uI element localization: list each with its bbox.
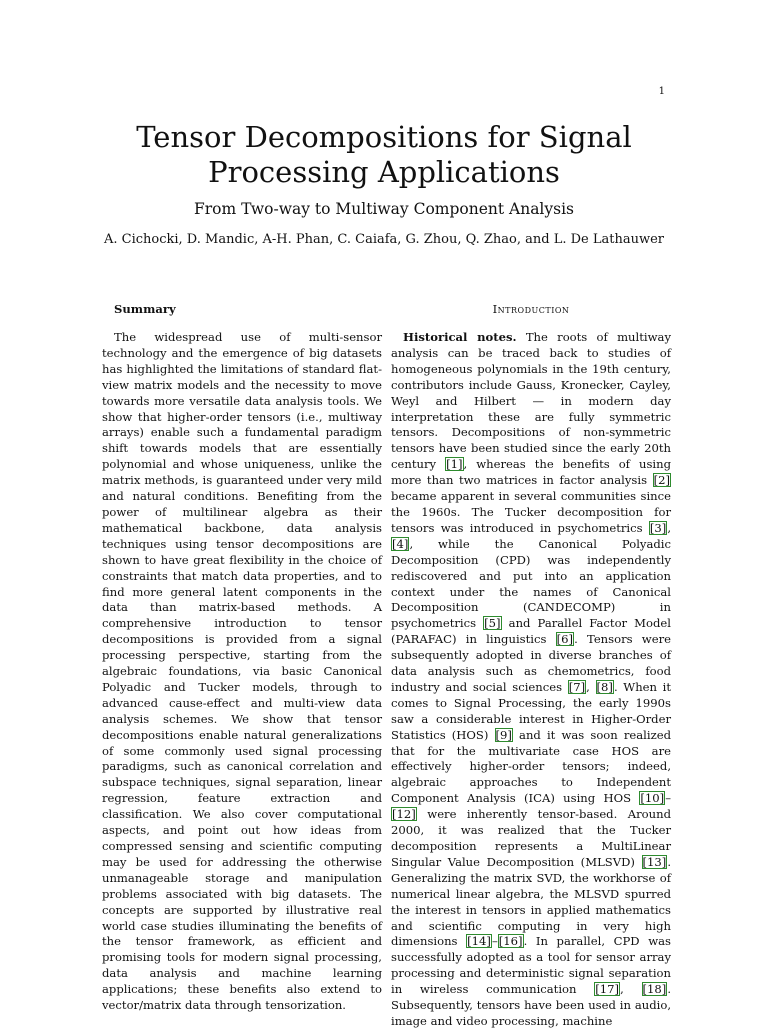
intro-text-segment: . Generalizing the matrix SVD, the workhorse of numerical linear algebra, the MLSVD spurred the interest in tensors in applied mathematics and scientific computing in very high dimensions [391,854,671,949]
summary-heading: Summary [114,302,176,316]
summary-column [102,300,382,1014]
summary-text: The widespread use of multi-sensor technology and the emergence of big datasets has highlighted the limitations of standard flat-view matrix models and the necessity to move towards more versatile data analysis tools. We show that higher-order tensors (i.e., multiway arrays) enable such a fundamental paradigm shift towards models that are essentially polynomial and whose uniqueness, unlike the matrix methods, is guaranteed under very mild and natural conditions. Benefiting from the power of multilinear algebra as their mathematical backbone, data analysis techniques using tensor decompositions are shown to have great flexibility in the choice of constraints that match data properties, and to find more general latent components in the data than matrix-based methods. A comprehensive introduction to tensor decompositions is provided from a signal processing perspective, starting from the algebraic foundations, via basic Canonical Polyadic and Tucker models, through to advanced cause-effect and multi-view data analysis schemes. We show that tensor decompositions enable natural generalizations of some commonly used signal processing paradigms, such as canonical correlation and subspace techniques, signal separation, linear regression, feature extraction and classification. We also cover computational aspects, and point out how ideas from compressed sensing and scientific computing may be used for addressing the otherwise unmanageable storage and manipulation problems associated with big datasets. The concepts are supported by illustrative real world case studies illuminating the benefits of the tensor framework, as efficient and promising tools for modern signal processing, data analysis and machine learning applications; these benefits also extend to vector/matrix data through tensorization. [102,330,382,1013]
paper-title: Tensor Decompositions for Signal Processing Applications [136,120,632,189]
introduction-heading: Introduction [492,302,570,316]
page-number: 1 [658,86,665,97]
intro-text-segment: , [620,982,642,997]
citation-link[interactable]: [16] [498,934,523,949]
introduction-body [391,330,671,1028]
intro-text-segment: . Subsequently, tensors have been used in audio, image and video processing, machine [391,982,671,1028]
paper-subtitle: From Two-way to Multiway Component Analysis [193,200,575,218]
author-list: A. Cichocki, D. Mandic, A-H. Phan, C. Caiafa, G. Zhou, Q. Zhao, and L. De Lathauwer [103,232,664,247]
citation-link[interactable]: [12] [392,807,416,822]
intro-text-segment: , while the Canonical Polyadic Decomposition (CPD) was independently rediscovered and put into an application context under the names of Canonical Decomposition (CANDECOMP) in psychometrics [391,536,671,631]
historical-notes-lead: Historical notes. [403,330,517,344]
intro-text-segment: were inherently tensor-based. Around 2000, it was realized that the Tucker decomposition represents a MultiLinear Singular Value Decomposition (MLSVD) [391,807,671,869]
citation-link[interactable]: [8] [596,679,613,694]
citation-link[interactable]: [14] [467,934,491,949]
citation-link[interactable]: [13] [642,854,667,869]
intro-text-segment: . Tensors were subsequently adopted in diverse branches of data analysis such as chemometrics, food industry and social sciences [391,632,671,694]
intro-text-segment: and Parallel Factor Model (PARAFAC) in linguistics [391,616,672,647]
citation-link[interactable]: [7] [568,679,586,694]
citation-link[interactable]: [17] [595,982,620,997]
citation-link[interactable]: [5] [484,616,501,631]
citation-link[interactable]: [9] [495,727,512,742]
citation-link[interactable]: [2] [653,473,670,488]
citation-link[interactable]: [4] [392,536,409,551]
intro-text-segment: – [491,934,498,949]
intro-text-segment: and it was soon realized that for the multivariate case HOS are effectively higher-order tensors; indeed, algebraic approaches to Independent Component Analysis (ICA) using HOS [391,727,671,806]
intro-text-segment: , whereas the benefits of using more than two matrices in factor analysis [391,457,671,488]
citation-link[interactable]: [6] [556,632,574,647]
introduction-column [391,300,671,1030]
citation-link[interactable]: [10] [640,791,665,806]
citation-link[interactable]: [3] [649,520,667,535]
intro-text-segment: , [586,679,596,694]
intro-text-segment: The roots of multiway analysis can be traced back to studies of homogeneous polynomials in the 19th century, contributors include Gauss, Kronecker, Cayley, Weyl and Hilbert — in modern day interpretation these are fully symmetric tensors. Decompositions of non-symmetric tensors have been studied since the early 20th century [391,330,671,472]
citation-link[interactable]: [18] [642,982,667,997]
intro-text-segment: . When it comes to Signal Processing, the early 1990s saw a considerable interest in Higher-Order Statistics (HOS) [391,679,672,742]
citation-link[interactable]: [1] [446,457,463,472]
introduction-text [391,330,671,1030]
intro-text-segment: , [667,520,671,535]
intro-text-segment: – [665,791,671,806]
intro-text-segment: became apparent in several communities since the 1960s. The Tucker decomposition for tensors was introduced in psychometrics [391,489,671,535]
intro-text-segment: . In parallel, CPD was successfully adopted as a tool for sensor array processing and deterministic signal separation in wireless communication [391,934,671,997]
